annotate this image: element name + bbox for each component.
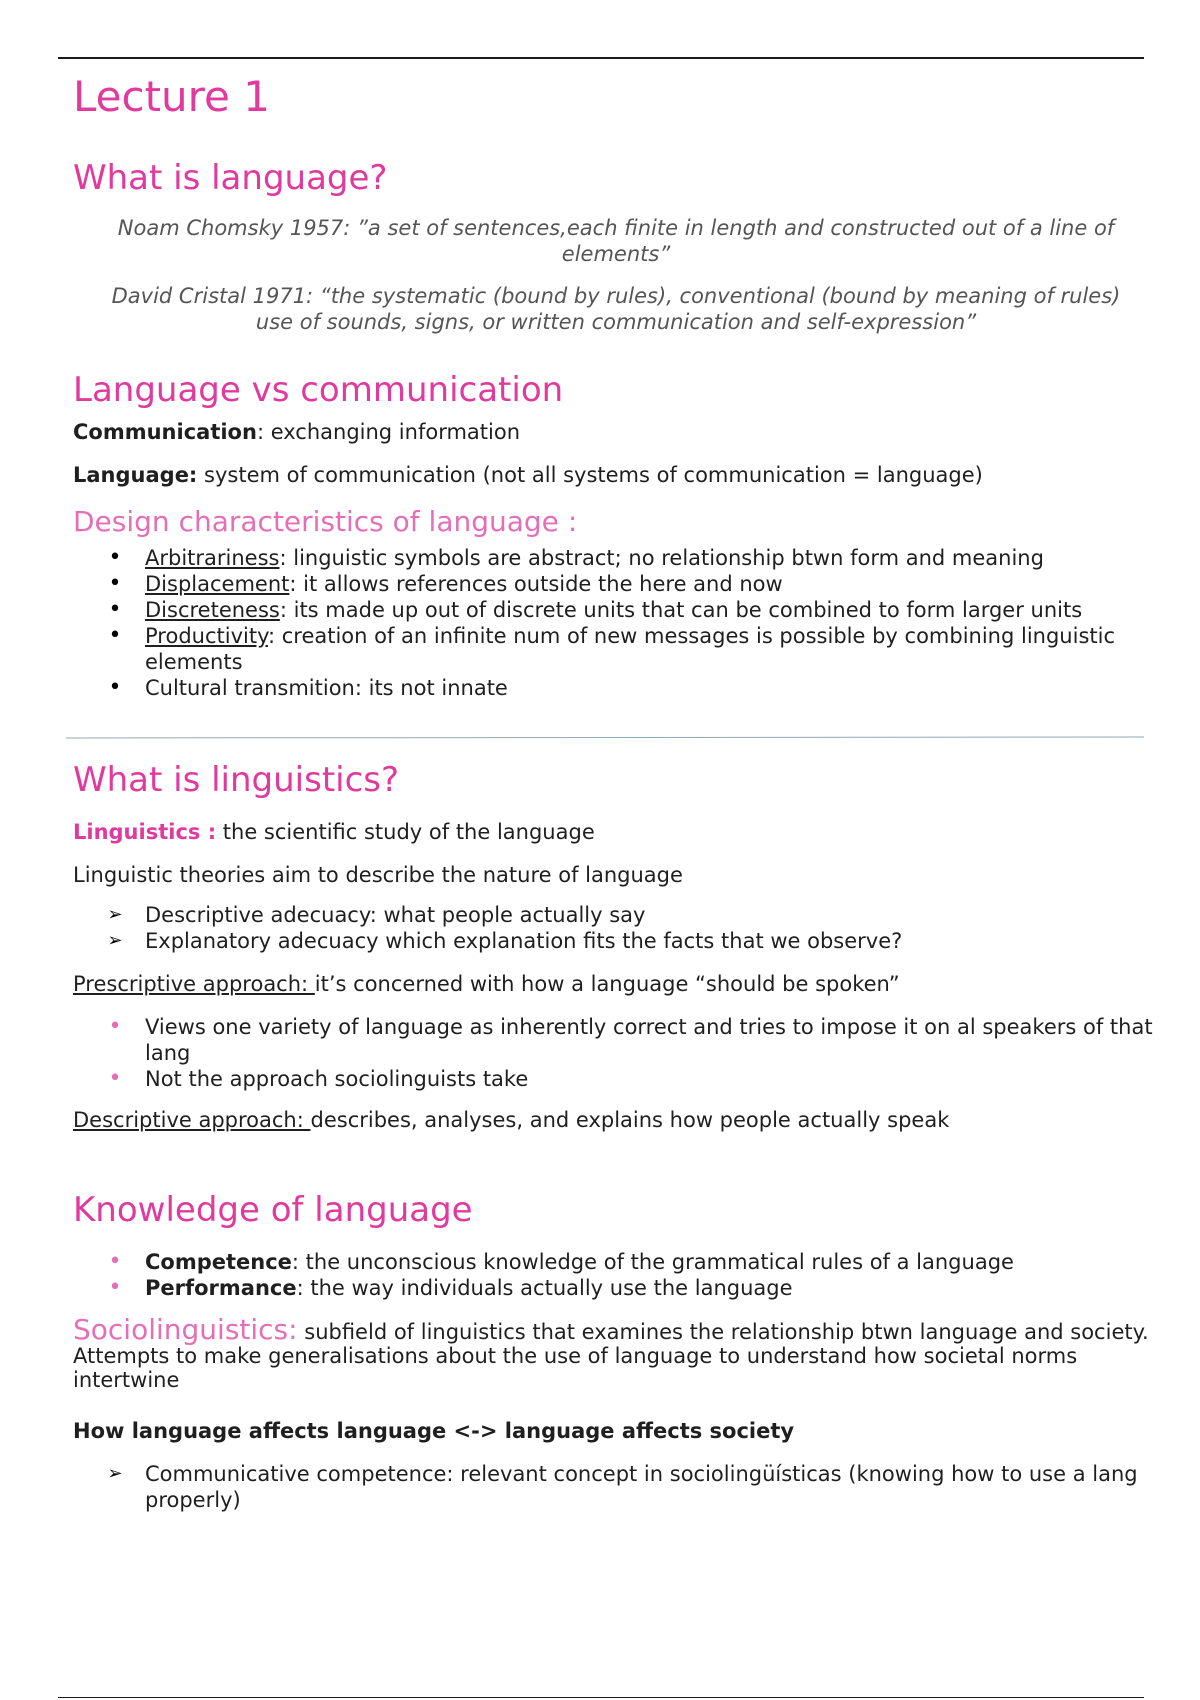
heading-knowledge-of-language: Knowledge of language — [73, 1190, 473, 1230]
heading-what-is-linguistics: What is linguistics? — [73, 760, 400, 800]
chomsky-quote — [73, 215, 1159, 267]
heading-language-vs-communication: Language vs communication — [73, 370, 564, 410]
linguistics-definition — [73, 819, 595, 845]
cristal-quote-line1: David Cristal 1971: “the systematic (bound by rules), conventional (bound by meaning of rules) — [111, 284, 1121, 308]
communication-def: : exchanging information — [256, 420, 521, 444]
chomsky-quote-line2: elements” — [561, 242, 671, 266]
list-item: • Not the approach sociolinguists take — [108, 1066, 529, 1091]
list-item: • Productivity: creation of an infinite num of new messages is possible by combining linguistic elements — [108, 623, 1116, 674]
top-rule — [58, 57, 1144, 59]
chomsky-quote-line1: Noam Chomsky 1957: ”a set of sentences,each finite in length and constructed out of a line of — [117, 216, 1115, 240]
cristal-quote — [73, 283, 1159, 335]
design-characteristics-list — [73, 545, 1153, 701]
descriptive-approach — [73, 1107, 949, 1133]
list-item: • Arbitrariness: linguistic symbols are abstract; no relationship btwn form and meaning — [108, 545, 1044, 570]
prescriptive-term: Prescriptive approach: — [73, 972, 315, 996]
descriptive-def: describes, analyses, and explains how people actually speak — [310, 1108, 950, 1132]
list-item: • Competence: the unconscious knowledge of the grammatical rules of a language — [108, 1249, 1014, 1274]
linguistic-theories: Linguistic theories aim to describe the nature of language — [73, 863, 683, 887]
list-item: ➢ Explanatory adecuacy which explanation fits the facts that we observe? — [107, 929, 903, 953]
language-def: system of communication (not all systems of communication = language) — [197, 463, 983, 487]
bottom-rule — [58, 1697, 1144, 1698]
language-society-line: How language affects language <-> language affects society — [73, 1419, 795, 1443]
prescriptive-approach — [73, 971, 900, 997]
list-item: • Cultural transmition: its not innate — [108, 675, 508, 700]
list-item: • Views one variety of language as inherently correct and tries to impose it on al speakers of that lang — [108, 1014, 1153, 1065]
section-divider — [66, 737, 1144, 739]
sociolinguistics-term: Sociolinguistics: — [73, 1313, 298, 1346]
sociolinguistics-def: subfield of linguistics that examines the relationship btwn language and society. Attempts to make generalisations about the use of language to understand how societal norms intertwine — [73, 1320, 1149, 1392]
heading-what-is-language: What is language? — [73, 158, 388, 198]
cristal-quote-line2: use of sounds, signs, or written communication and self-expression” — [255, 310, 977, 334]
descriptive-term: Descriptive approach: — [73, 1108, 311, 1132]
linguistics-def: the scientific study of the language — [216, 820, 595, 844]
communication-definition — [73, 419, 520, 445]
prescriptive-def: it’s concerned with how a language “should be spoken” — [314, 972, 900, 996]
language-definition — [73, 462, 983, 488]
language-term: Language: — [73, 463, 198, 487]
knowledge-list — [73, 1249, 1163, 1301]
communicative-list — [73, 1461, 1153, 1513]
page-title: Lecture 1 — [73, 72, 270, 121]
linguistics-term: Linguistics : — [73, 820, 217, 844]
list-item: • Displacement: it allows references outside the here and now — [108, 571, 783, 596]
list-item: ➢ Descriptive adecuacy: what people actually say — [107, 903, 646, 927]
list-item: ➢ Communicative competence: relevant concept in sociolingüísticas (knowing how to use a lang properly) — [107, 1462, 1138, 1512]
list-item: • Discreteness: its made up out of discrete units that can be combined to form larger units — [108, 597, 1083, 622]
sociolinguistics-definition — [73, 1313, 1163, 1392]
heading-design-characteristics: Design characteristics of language : — [73, 505, 578, 538]
adequacy-list — [73, 902, 1163, 954]
communication-term: Communication — [73, 420, 257, 444]
prescriptive-list — [73, 1014, 1163, 1092]
list-item: • Performance: the way individuals actually use the language — [108, 1275, 793, 1300]
